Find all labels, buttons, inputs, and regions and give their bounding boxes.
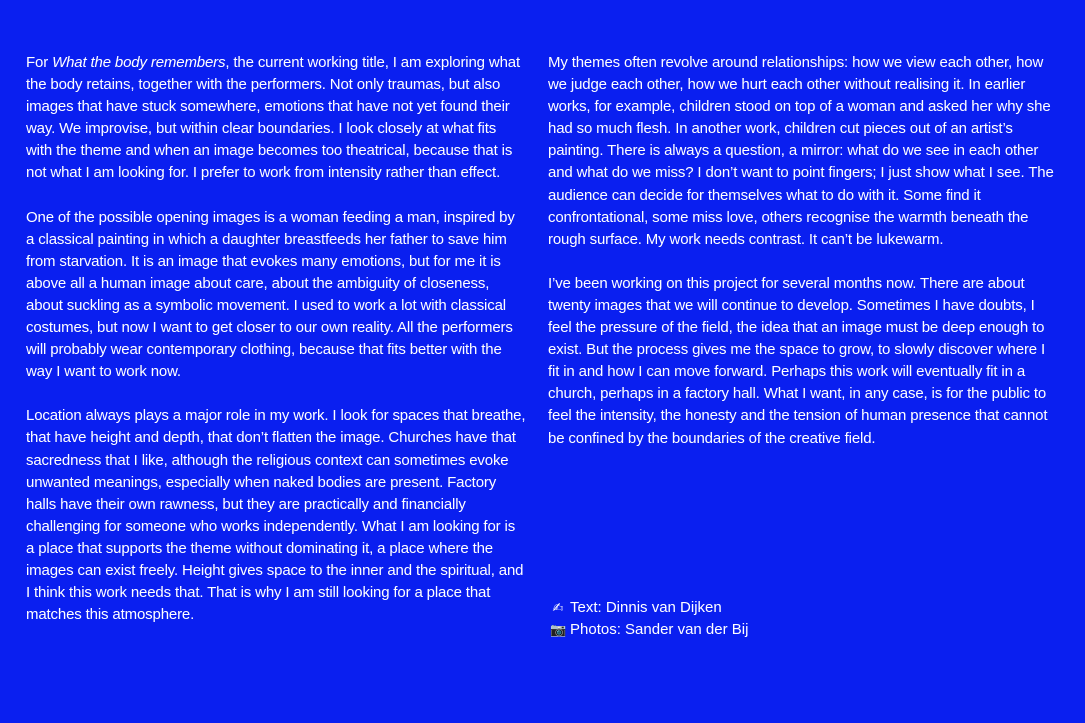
paragraph-location: Location always plays a major role in my work. I look for spaces that breathe, that have height and depth, that don’t flatten the image. Churches have that sacredness that I like, although the religious context can sometimes evoke unwanted meanings, especially when naked bodies are present. Factory halls have their own rawness, but they are practically and financially challenging for someone who works independently. What I am looking for is a place that supports the theme without dominating it, a place where the images can exist freely. Height gives space to the inner and the spiritual, and I think this work needs that. That is why I am still looking for a place that matches this atmosphere. bbox=[26, 407, 526, 624]
credit-text-label: Text: Dinnis van Dijken bbox=[570, 599, 722, 616]
working-title: What the body remembers bbox=[52, 54, 226, 71]
paragraph-process: I’ve been working on this project for several months now. There are about twenty images that we will continue to develop. Sometimes I have doubts, I feel the pressure of the field, the idea that an image must be deep enough to exist. But the process gives me the space to grow, to slowly discover where I fit in and how I can move forward. Perhaps this work will eventually fit in a church, perhaps in a factory hall. What I want, in any case, is for the public to feel the intensity, the honesty and the tension of human presence that cannot be confined by the boundaries of the creative field. bbox=[548, 274, 1048, 447]
paragraph-themes: My themes often revolve around relationships: how we view each other, how we judge each other, how we hurt each other without realising it. In earlier works, for example, children stood on top of a woman and asked her why she had so much flesh. In another work, children cut pieces out of an artist’s painting. There is always a question, a mirror: what do we see in each other and what do we miss? I don’t want to point fingers; I just show what I see. The audience can decide for themselves what to do with it. Some find it confrontational, some miss love, others recognise the warmth beneath the rough surface. My work needs contrast. It can’t be lukewarm. bbox=[548, 54, 1054, 248]
credit-photos bbox=[550, 619, 1030, 641]
camera-icon: 📷 bbox=[550, 622, 567, 637]
writing-hand-icon: ✍ bbox=[552, 600, 564, 615]
left-column bbox=[26, 52, 526, 648]
intro-prefix: For bbox=[26, 54, 53, 71]
paragraph-opening-image: One of the possible opening images is a woman feeding a man, inspired by a classical painting in which a daughter breastfeeds her father to save him from starvation. It is an image that evokes many emotions, but for me it is above all a human image about care, about the ambiguity of closeness, about suckling as a symbolic movement. I used to work a lot with classical costumes, but now I want to get closer to our own reality. All the performers will probably wear contemporary clothing, because that fits better with the way I want to work now. bbox=[26, 208, 515, 381]
right-column bbox=[548, 52, 1054, 472]
credits bbox=[550, 597, 1030, 641]
credit-text bbox=[550, 597, 1030, 619]
credit-photos-label: Photos: Sander van der Bij bbox=[570, 621, 749, 638]
paragraph-intro bbox=[26, 52, 526, 185]
intro-body: , the current working title, I am exploring what the body retains, together with the performers. Not only traumas, but also images that have stuck somewhere, emotions that have not yet found their way. We improvise, but within clear boundaries. I look closely at what fits with the theme and when an image becomes too theatrical, because that is not what I am looking for. I prefer to work from intensity rather than effect. bbox=[26, 54, 520, 182]
